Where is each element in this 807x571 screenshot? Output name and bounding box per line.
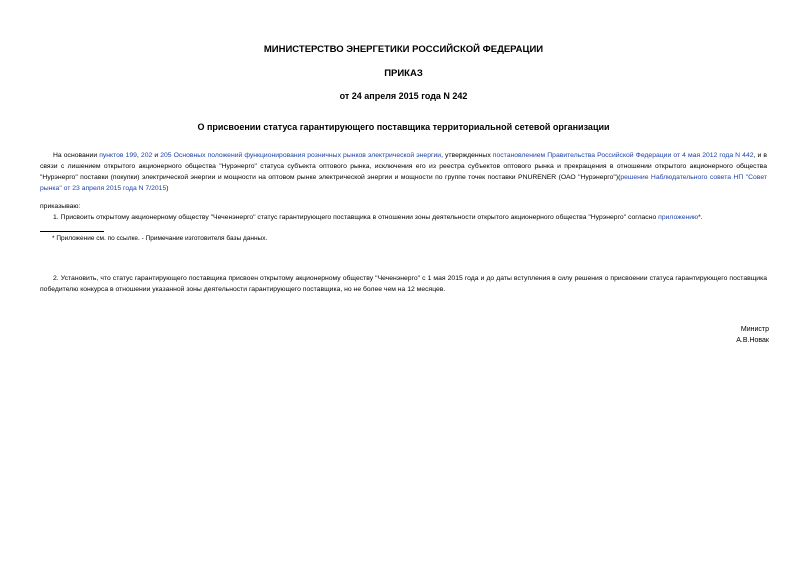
- document-date-number: от 24 апреля 2015 года N 242: [339, 91, 468, 101]
- order-item-2: 2. Установить, что статус гарантирующего поставщика присвоен открытому акционерному обществу "Чеченэнерго" с 1 мая 2015 года и до даты вступления в силу решения о присвоении статуса гарантирующего поставщика победителю конкурса в отношении указанной зоны деятельности гарантирующего поставщика, но не более чем на 12 месяцев.: [40, 275, 767, 293]
- basis-text-2: ,: [136, 152, 141, 159]
- basis-text-4: , утвержденных: [441, 152, 493, 159]
- item1-text-1: 1. Присвоить открытому акционерному обществу "Чеченэнерго" статус гарантирующего поставщика в отношении зоны деятельности открытого акционерного общества "Нурэнерго" согласно: [53, 214, 659, 221]
- signatory-name: А.В.Новак: [736, 337, 769, 344]
- footnote: * Приложение см. по ссылке. - Примечание изготовителя базы данных.: [52, 235, 268, 242]
- link-government-decree[interactable]: постановлением Правительства Российской Федерации от 4 мая 2012 года N 442: [492, 152, 754, 159]
- signatory-position: Министр: [740, 326, 769, 333]
- basis-text-3: и: [152, 152, 161, 159]
- basis-text-6: ): [166, 185, 169, 192]
- order-item-1: [40, 212, 767, 223]
- link-clause-205[interactable]: 205 Основных положений функционирования розничных рынков электрической энергии: [160, 152, 442, 159]
- footnote-divider: [40, 231, 104, 232]
- basis-text-5: , и в связи с лишением открытого акционерного общества "Нурэнерго" статуса субъекта оптового рынка, исключения его из реестра субъектов оптового рынка и прекращения в отношении открытого акционерного общества "Нурэнерго" поставки (покупки) электрической энергии и мощности на оптовом рынке электрической энергии и мощности по группе точек поставки PNURENER (ОАО "Нурэнерго")(: [40, 152, 767, 181]
- link-appendix[interactable]: приложению: [658, 214, 699, 221]
- basis-paragraph: [40, 150, 767, 194]
- ministry-heading: МИНИСТЕРСТВО ЭНЕРГЕТИКИ РОССИЙСКОЙ ФЕДЕРАЦИИ: [263, 44, 544, 55]
- link-clause-202[interactable]: 202: [140, 152, 153, 159]
- document-type: ПРИКАЗ: [384, 68, 423, 79]
- link-supervisory-board-decision[interactable]: решение Наблюдательного совета НП "Совет рынка" от 23 апреля 2015 года N 7/2015: [40, 174, 767, 192]
- document-title: О присвоении статуса гарантирующего поставщика территориальной сетевой организации: [197, 122, 610, 132]
- link-clause-199[interactable]: пунктов 199: [99, 152, 137, 159]
- basis-text-1: На основании: [53, 152, 100, 159]
- order-word: приказываю:: [40, 203, 81, 210]
- item1-text-2: *.: [698, 214, 703, 221]
